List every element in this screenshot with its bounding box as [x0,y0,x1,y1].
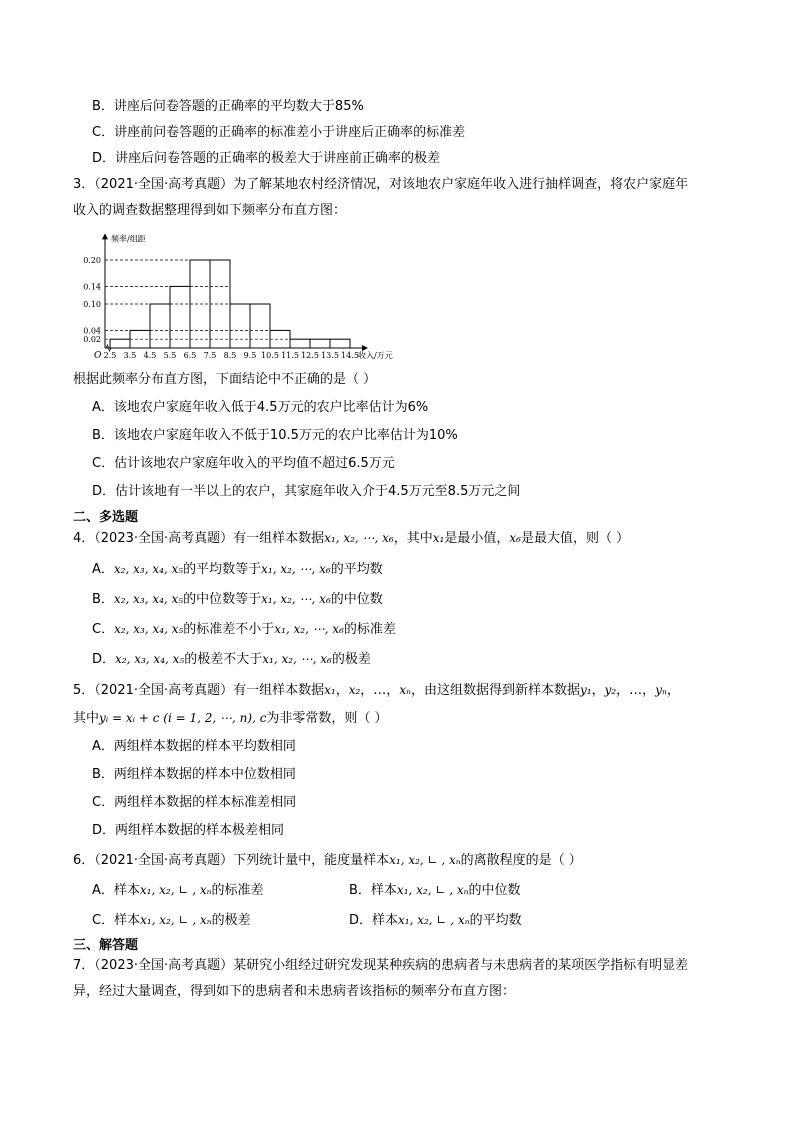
q6-option-a-end: 的标准差 [211,883,264,898]
q4-option-d-text: 的极差不大于 [184,652,263,667]
q4-option-a-end: 的平均数 [330,562,383,577]
q6-option-d [349,911,522,930]
q4-option-b-math-2: x₁, x₂, ⋯, x₆ [261,592,331,606]
q5-stem-line2 [73,709,388,728]
q5-stem-math-1: x₁ [324,683,336,697]
q6-option-a-math: x₁, x₂, ∟ , xₙ [139,883,212,897]
q3-stem-line2: 收入的调查数据整理得到如下频率分布直方图： [73,203,347,218]
q6-stem-text-a: 6．（2021·全国·高考真题）下列统计量中，能度量样本 [73,853,390,868]
origin-label: O [94,351,102,361]
q2-option-b: B．讲座后问卷答题的正确率的平均数大于85% [92,99,364,114]
y-axis-label: 频率/组距 [111,234,146,244]
q5-stem-math-2: x₂ [348,683,361,697]
q4-stem-text-b: ，其中 [393,531,433,546]
q4-option-d [92,650,371,669]
histogram-bar-6 [230,304,250,348]
q4-option-a-math-1: x₂, x₃, x₄, x₅ [113,562,184,576]
q5-option-c: C．两组样本数据的样本标准差相同 [92,795,297,810]
x-tick-label-8: 10.5 [261,351,279,360]
q3-option-b: B．该地农户家庭年收入不低于10.5万元的农户比率估计为10% [92,428,458,443]
q3-stem-line1: 3．（2021·全国·高考真题）为了解某地农村经济情况，对该地农户家庭年收入进行抽样调查，将农户家庭年 [73,177,689,192]
x-tick-label-5: 7.5 [203,351,217,360]
histogram-bar-0 [110,339,130,348]
q6-stem [73,851,582,870]
q3-option-d: D．估计该地有一半以上的农户，其家庭年收入介于4.5万元至8.5万元之间 [92,484,521,499]
q6-option-d-end: 的平均数 [469,913,522,928]
q4-stem-text-d: 是最大值，则（ ） [520,531,630,546]
q7-stem-line2: 异，经过大量调查，得到如下的患病者和未患病者该指标的频率分布直方图： [73,984,516,999]
q3-prompt: 根据此频率分布直方图，下面结论中不正确的是（ ） [73,372,377,387]
y-axis-arrow [102,233,108,239]
q5-option-d: D．两组样本数据的样本极差相同 [92,823,285,838]
x-tick-label-9: 11.5 [281,351,299,360]
q4-option-a-text: 的平均数等于 [183,562,262,577]
q2-option-c: C．讲座前问卷答题的正确率的标准差小于讲座后正确率的标准差 [92,125,466,140]
y-tick-label-1: 0.04 [83,326,101,336]
q4-option-a [92,560,383,579]
q5-line2-text-a: 其中 [73,711,100,726]
histogram-bar-3 [170,286,190,348]
q6-option-d-math: x₁, x₂, ∟ , xₙ [398,913,470,927]
q5-stem-math-6: yₙ [655,683,667,697]
q6-option-a-label: A．样本 [92,883,140,898]
y-tick-label-0: 0.02 [83,335,101,345]
q4-option-d-label: D． [92,652,116,667]
q6-option-b-math: x₁, x₂, ∟ , xₙ [396,883,469,897]
q5-option-b: B．两组样本数据的样本中位数相同 [92,767,296,782]
q5-stem-math-5: y₂ [604,683,617,697]
q6-option-c-math: x₁, x₂, ∟ , xₙ [140,913,212,927]
q3-option-a: A．该地农户家庭年收入低于4.5万元的农户比率估计为6% [92,400,429,415]
q6-option-b-label: B．样本 [349,883,397,898]
q4-option-c-text: 的标准差不小于 [183,622,275,637]
x-tick-label-2: 4.5 [143,351,157,360]
q6-stem-text-b: 的离散程度的是（ ） [460,853,582,868]
q4-stem-math-1: x₁, x₂, ⋯, x₆ [324,531,394,545]
q4-option-c-math-1: x₂, x₃, x₄, x₅ [114,622,184,636]
q5-stem-text-b: ，由这组数据得到新样本数据 [410,683,580,698]
q4-option-c-label: C． [92,622,115,637]
q6-stem-math: x₁, x₂, ∟ , xₙ [389,853,461,867]
x-tick-label-11: 13.5 [321,351,339,360]
q2-option-d: D．讲座后问卷答题的正确率的极差大于讲座前正确率的极差 [92,151,441,166]
q6-option-b-end: 的中位数 [468,883,521,898]
q5-stem-sep-5: ， [666,683,680,698]
x-tick-label-10: 12.5 [301,351,319,360]
q5-stem-math-4: y₁ [579,683,592,697]
section-heading-multi-choice: 二、多选题 [73,510,139,525]
q4-option-d-end: 的极差 [331,652,371,667]
q6-option-c-end: 的极差 [211,913,251,928]
q5-option-a: A．两组样本数据的样本平均数相同 [92,739,296,754]
histogram-bar-2 [150,304,170,348]
histogram-bar-7 [250,304,270,348]
q4-option-d-math-2: x₁, x₂, ⋯, x₆ [262,652,332,666]
section-heading-answer-questions: 三、解答题 [73,938,139,953]
q5-stem-line1 [73,681,680,700]
x-axis-label: 收入/万元 [358,351,393,360]
q4-option-b-text: 的中位数等于 [183,592,262,607]
q6-option-c-label: C．样本 [92,913,141,928]
q4-option-d-math-1: x₂, x₃, x₄, x₅ [115,652,185,666]
q4-option-b-label: B． [92,592,114,607]
y-tick-label-4: 0.20 [83,256,101,265]
q5-stem-sep-2: ，…， [360,683,400,698]
y-tick-label-2: 0.10 [83,300,101,309]
q4-option-b-math-1: x₂, x₃, x₄, x₅ [113,592,184,606]
q4-option-b-end: 的中位数 [330,592,383,607]
q4-option-c-math-2: x₁, x₂, ⋯, x₆ [274,622,344,636]
x-tick-label-0: 2.5 [103,351,117,360]
q5-stem-sep-4: ，…， [616,683,656,698]
q4-stem-text-c: 是最小值， [444,531,510,546]
q6-option-b [349,881,520,900]
q5-line2-text-b: 为非零常数，则（ ） [266,711,388,726]
x-tick-label-6: 8.5 [223,351,237,360]
histogram-bar-11 [330,339,350,348]
q7-stem-line1: 7．（2023·全国·高考真题）某研究小组经过研究发现某种疾病的患病者与未患病者的某项医学指标有明显差 [73,958,689,973]
q4-stem-math-2: x₁ [432,531,445,545]
q3-option-c: C．估计该地农户家庭年收入的平均值不超过6.5万元 [92,456,395,471]
q4-stem [73,529,629,548]
x-tick-label-4: 6.5 [183,351,197,360]
x-tick-label-1: 3.5 [123,351,137,360]
x-tick-label-7: 9.5 [243,351,257,360]
q6-option-a [92,881,263,900]
q6-option-c [92,911,251,930]
frequency-histogram [80,225,410,367]
q5-stem-text-a: 5．（2021·全国·高考真题）有一组样本数据 [73,683,325,698]
q4-stem-math-3: x₆ [509,531,521,545]
q4-option-a-math-2: x₁, x₂, ⋯, x₆ [261,562,331,576]
y-tick-label-3: 0.14 [83,282,101,292]
x-tick-label-3: 5.5 [163,351,177,360]
q4-stem-text-a: 4．（2023·全国·高考真题）有一组样本数据 [73,531,325,546]
q5-stem-math-3: xₙ [399,683,411,697]
histogram-bar-10 [310,339,330,348]
q5-line2-math: yᵢ = xᵢ + c (i = 1, 2, ⋯, n), c [99,711,267,725]
q4-option-a-label: A． [92,562,114,577]
q5-stem-sep-1: ， [335,683,349,698]
q4-option-c-end: 的标准差 [343,622,396,637]
q4-option-c [92,620,396,639]
histogram-bar-9 [290,339,310,348]
q5-stem-sep-3: ， [591,683,605,698]
q4-option-b [92,590,383,609]
x-tick-label-12: 14.5 [341,351,359,360]
q6-option-d-label: D．样本 [349,913,399,928]
